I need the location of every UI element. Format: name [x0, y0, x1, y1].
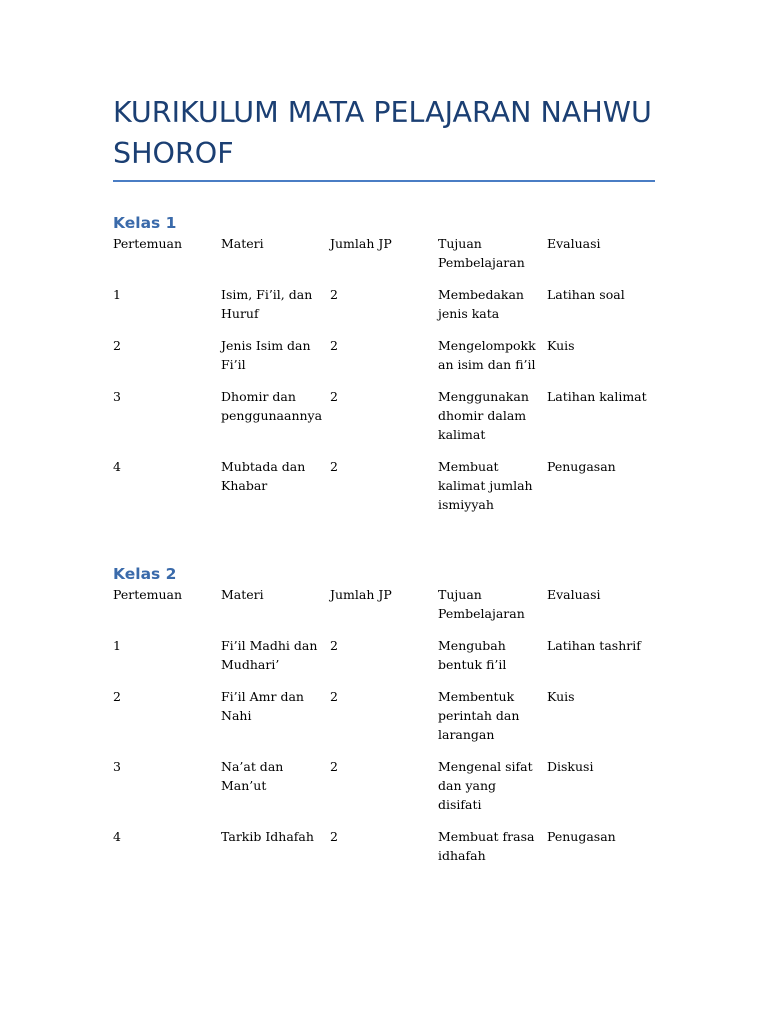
class-section-2	[113, 563, 673, 878]
table-cell: Fi’il Amr dan Nahi	[221, 689, 304, 724]
table-cell: Penugasan	[547, 459, 616, 474]
table-cell: Kuis	[547, 689, 575, 704]
table-cell: Membuat frasa idhafah	[438, 829, 535, 864]
table-cell: Mubtada dan Khabar	[221, 459, 306, 494]
title-underline	[113, 180, 655, 182]
column-header: Evaluasi	[547, 587, 601, 602]
document-title: KURIKULUM MATA PELAJARAN NAHWU SHOROF	[113, 96, 652, 170]
table-row	[113, 285, 673, 336]
table-cell: 2	[330, 389, 338, 404]
table-cell: Latihan soal	[547, 287, 625, 302]
table-cell: Menggunakan dhomir dalam kalimat	[438, 389, 529, 443]
table-cell: Penugasan	[547, 829, 616, 844]
table-cell: Membuat kalimat jumlah ismiyyah	[438, 459, 533, 513]
table-cell: 2	[113, 689, 121, 704]
table-cell: Na’at dan Man’ut	[221, 759, 284, 794]
table-cell: 2	[330, 829, 338, 844]
table-cell: 2	[330, 459, 338, 474]
table-cell: Membentuk perintah dan larangan	[438, 689, 520, 743]
table-cell: Jenis Isim dan Fi’il	[221, 338, 311, 373]
class-section-1	[113, 212, 673, 527]
table-header-row	[113, 585, 673, 636]
table-cell: Membedakan jenis kata	[438, 287, 524, 322]
table-cell: 2	[330, 287, 338, 302]
table-row	[113, 336, 673, 387]
table-cell: Isim, Fi’il, dan Huruf	[221, 287, 313, 322]
table-row	[113, 827, 673, 878]
table-cell: 2	[330, 338, 338, 353]
column-header: Evaluasi	[547, 236, 601, 251]
column-header: Pertemuan	[113, 236, 183, 251]
table-cell: 4	[113, 459, 121, 474]
table-row	[113, 457, 673, 527]
table-cell: Latihan kalimat	[547, 389, 647, 404]
table-cell: Latihan tashrif	[547, 638, 641, 653]
column-header: Jumlah JP	[330, 587, 392, 602]
table-header-row	[113, 234, 673, 285]
table-cell: Mengenal sifat dan yang disifati	[438, 759, 533, 813]
table-cell: Dhomir dan penggunaannya	[221, 389, 323, 424]
table-cell: 2	[330, 759, 338, 774]
table-cell: 2	[113, 338, 121, 353]
table-cell: 4	[113, 829, 121, 844]
table-cell: 3	[113, 389, 121, 404]
table-row	[113, 387, 673, 457]
section-heading: Kelas 2	[113, 565, 177, 583]
table-cell: Kuis	[547, 338, 575, 353]
column-header: Tujuan Pembelajaran	[438, 236, 525, 271]
table-row	[113, 687, 673, 757]
table-cell: 1	[113, 638, 121, 653]
column-header: Materi	[221, 236, 264, 251]
table-cell: Mengelompokkan isim dan fi’il	[438, 338, 536, 373]
table-cell: Diskusi	[547, 759, 594, 774]
column-header: Materi	[221, 587, 264, 602]
table-cell: 2	[330, 638, 338, 653]
section-heading: Kelas 1	[113, 214, 177, 232]
table-cell: 1	[113, 287, 121, 302]
table-cell: Mengubah bentuk fi’il	[438, 638, 507, 673]
table-row	[113, 757, 673, 827]
table-row	[113, 636, 673, 687]
curriculum-table	[113, 585, 673, 878]
table-cell: Fi’il Madhi dan Mudhari’	[221, 638, 318, 673]
table-cell: 2	[330, 689, 338, 704]
column-header: Pertemuan	[113, 587, 183, 602]
table-cell: Tarkib Idhafah	[221, 829, 314, 844]
column-header: Tujuan Pembelajaran	[438, 587, 525, 622]
curriculum-table	[113, 234, 673, 527]
table-cell: 3	[113, 759, 121, 774]
column-header: Jumlah JP	[330, 236, 392, 251]
